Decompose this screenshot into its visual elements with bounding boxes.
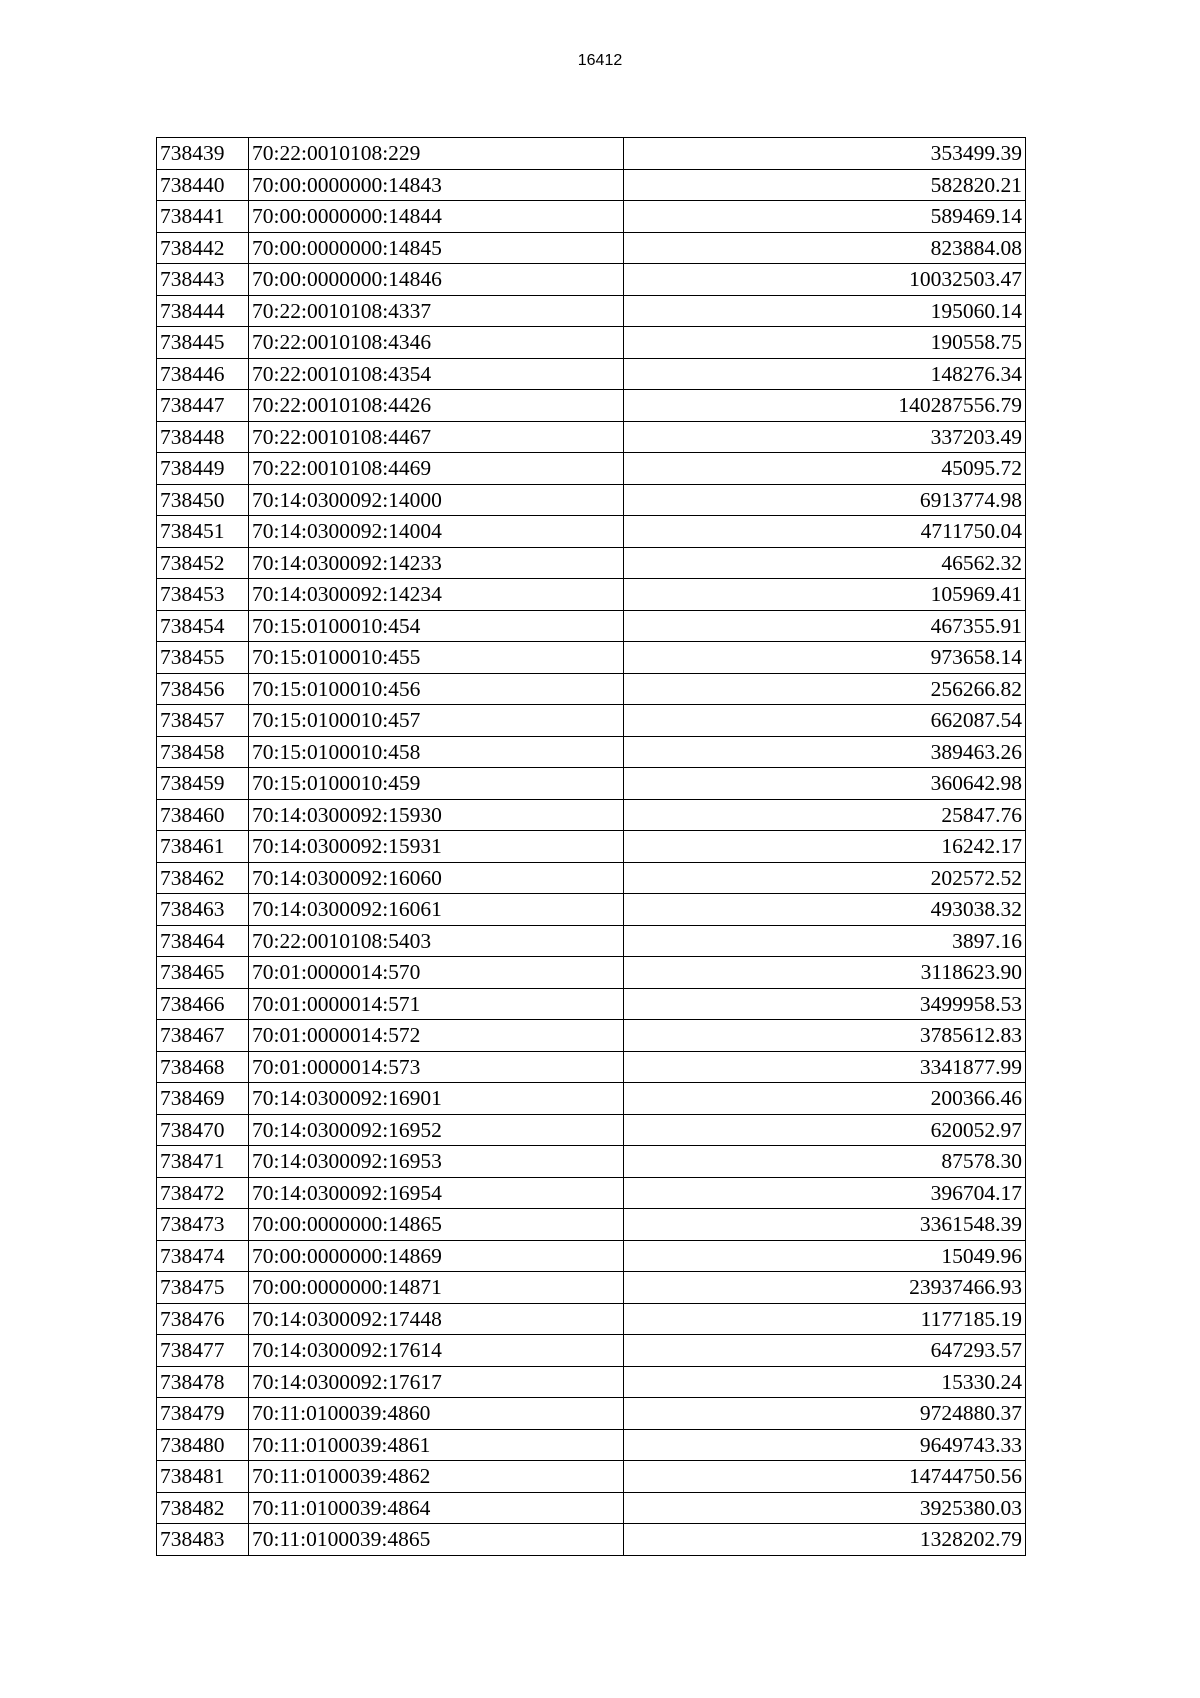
cadastral-value-cell: 337203.49 (624, 421, 1026, 453)
row-number-cell: 738460 (157, 799, 249, 831)
cadastral-value-cell: 353499.39 (624, 138, 1026, 170)
cadastral-number-cell: 70:00:0000000:14843 (249, 169, 624, 201)
cadastral-value-cell: 140287556.79 (624, 390, 1026, 422)
cadastral-value-cell: 105969.41 (624, 579, 1026, 611)
cadastral-value-cell: 202572.52 (624, 862, 1026, 894)
cadastral-number-cell: 70:01:0000014:572 (249, 1020, 624, 1052)
cadastral-value-cell: 200366.46 (624, 1083, 1026, 1115)
cadastral-value-cell: 45095.72 (624, 453, 1026, 485)
cadastral-value-cell: 3925380.03 (624, 1492, 1026, 1524)
cadastral-number-cell: 70:14:0300092:17617 (249, 1366, 624, 1398)
cadastral-value-cell: 14744750.56 (624, 1461, 1026, 1493)
table-row (157, 1303, 1026, 1335)
table-row (157, 1524, 1026, 1556)
cadastral-value-cell: 389463.26 (624, 736, 1026, 768)
cadastral-value-cell: 3361548.39 (624, 1209, 1026, 1241)
cadastral-value-cell: 396704.17 (624, 1177, 1026, 1209)
row-number-cell: 738446 (157, 358, 249, 390)
cadastral-value-cell: 360642.98 (624, 768, 1026, 800)
row-number-cell: 738457 (157, 705, 249, 737)
row-number-cell: 738461 (157, 831, 249, 863)
cadastral-value-cell: 10032503.47 (624, 264, 1026, 296)
table-row (157, 1209, 1026, 1241)
cadastral-number-cell: 70:22:0010108:5403 (249, 925, 624, 957)
cadastral-number-cell: 70:00:0000000:14871 (249, 1272, 624, 1304)
cadastral-number-cell: 70:22:0010108:4346 (249, 327, 624, 359)
table-row (157, 453, 1026, 485)
table-row (157, 894, 1026, 926)
table-row (157, 957, 1026, 989)
cadastral-number-cell: 70:15:0100010:456 (249, 673, 624, 705)
table-row (157, 1366, 1026, 1398)
row-number-cell: 738448 (157, 421, 249, 453)
cadastral-number-cell: 70:22:0010108:4354 (249, 358, 624, 390)
row-number-cell: 738452 (157, 547, 249, 579)
cadastral-number-cell: 70:14:0300092:16901 (249, 1083, 624, 1115)
row-number-cell: 738441 (157, 201, 249, 233)
row-number-cell: 738480 (157, 1429, 249, 1461)
row-number-cell: 738469 (157, 1083, 249, 1115)
cadastral-value-cell: 3341877.99 (624, 1051, 1026, 1083)
cadastral-number-cell: 70:15:0100010:454 (249, 610, 624, 642)
cadastral-number-cell: 70:15:0100010:455 (249, 642, 624, 674)
cadastral-value-cell: 15330.24 (624, 1366, 1026, 1398)
cadastral-number-cell: 70:11:0100039:4862 (249, 1461, 624, 1493)
table-row (157, 799, 1026, 831)
cadastral-value-cell: 9724880.37 (624, 1398, 1026, 1430)
cadastral-number-cell: 70:22:0010108:4426 (249, 390, 624, 422)
cadastral-value-cell: 148276.34 (624, 358, 1026, 390)
row-number-cell: 738449 (157, 453, 249, 485)
cadastral-number-cell: 70:00:0000000:14869 (249, 1240, 624, 1272)
table-row (157, 1114, 1026, 1146)
cadastral-number-cell: 70:01:0000014:573 (249, 1051, 624, 1083)
cadastral-number-cell: 70:11:0100039:4864 (249, 1492, 624, 1524)
table-row (157, 925, 1026, 957)
cadastral-value-cell: 973658.14 (624, 642, 1026, 674)
cadastral-value-cell: 662087.54 (624, 705, 1026, 737)
row-number-cell: 738459 (157, 768, 249, 800)
table-row (157, 705, 1026, 737)
cadastral-value-cell: 1328202.79 (624, 1524, 1026, 1556)
table-row (157, 516, 1026, 548)
row-number-cell: 738440 (157, 169, 249, 201)
row-number-cell: 738450 (157, 484, 249, 516)
table-row (157, 1272, 1026, 1304)
cadastral-value-cell: 256266.82 (624, 673, 1026, 705)
table-row (157, 138, 1026, 170)
cadastral-number-cell: 70:14:0300092:16952 (249, 1114, 624, 1146)
cadastral-number-cell: 70:00:0000000:14846 (249, 264, 624, 296)
cadastral-value-cell: 9649743.33 (624, 1429, 1026, 1461)
cadastral-value-cell: 1177185.19 (624, 1303, 1026, 1335)
cadastral-number-cell: 70:00:0000000:14844 (249, 201, 624, 233)
cadastral-value-cell: 3897.16 (624, 925, 1026, 957)
cadastral-number-cell: 70:14:0300092:16060 (249, 862, 624, 894)
row-number-cell: 738472 (157, 1177, 249, 1209)
cadastral-number-cell: 70:15:0100010:458 (249, 736, 624, 768)
table-row (157, 390, 1026, 422)
cadastral-number-cell: 70:00:0000000:14865 (249, 1209, 624, 1241)
row-number-cell: 738474 (157, 1240, 249, 1272)
table-row (157, 642, 1026, 674)
row-number-cell: 738454 (157, 610, 249, 642)
row-number-cell: 738467 (157, 1020, 249, 1052)
row-number-cell: 738471 (157, 1146, 249, 1178)
cadastral-value-cell: 190558.75 (624, 327, 1026, 359)
cadastral-value-cell: 493038.32 (624, 894, 1026, 926)
cadastral-number-cell: 70:14:0300092:14004 (249, 516, 624, 548)
cadastral-value-cell: 582820.21 (624, 169, 1026, 201)
row-number-cell: 738455 (157, 642, 249, 674)
table-row (157, 1461, 1026, 1493)
cadastral-value-cell: 467355.91 (624, 610, 1026, 642)
cadastral-value-cell: 3785612.83 (624, 1020, 1026, 1052)
cadastral-value-cell: 25847.76 (624, 799, 1026, 831)
row-number-cell: 738481 (157, 1461, 249, 1493)
cadastral-number-cell: 70:14:0300092:14000 (249, 484, 624, 516)
table-row (157, 610, 1026, 642)
cadastral-number-cell: 70:22:0010108:4469 (249, 453, 624, 485)
table-row (157, 1429, 1026, 1461)
cadastral-value-cell: 23937466.93 (624, 1272, 1026, 1304)
page-number: 16412 (577, 52, 623, 69)
table-row (157, 1051, 1026, 1083)
row-number-cell: 738470 (157, 1114, 249, 1146)
table-row (157, 295, 1026, 327)
cadastral-number-cell: 70:14:0300092:14233 (249, 547, 624, 579)
table-row (157, 862, 1026, 894)
cadastral-number-cell: 70:14:0300092:17614 (249, 1335, 624, 1367)
cadastral-value-cell: 589469.14 (624, 201, 1026, 233)
cadastral-number-cell: 70:22:0010108:4467 (249, 421, 624, 453)
table-row (157, 232, 1026, 264)
table-row (157, 1177, 1026, 1209)
table-row (157, 673, 1026, 705)
row-number-cell: 738482 (157, 1492, 249, 1524)
table-row (157, 1398, 1026, 1430)
cadastral-number-cell: 70:22:0010108:4337 (249, 295, 624, 327)
row-number-cell: 738439 (157, 138, 249, 170)
row-number-cell: 738447 (157, 390, 249, 422)
registry-table (156, 137, 1026, 1556)
table-row (157, 831, 1026, 863)
table-row (157, 736, 1026, 768)
table-row (157, 327, 1026, 359)
row-number-cell: 738445 (157, 327, 249, 359)
row-number-cell: 738464 (157, 925, 249, 957)
cadastral-value-cell: 46562.32 (624, 547, 1026, 579)
table-row (157, 1240, 1026, 1272)
row-number-cell: 738466 (157, 988, 249, 1020)
cadastral-number-cell: 70:11:0100039:4865 (249, 1524, 624, 1556)
cadastral-value-cell: 15049.96 (624, 1240, 1026, 1272)
cadastral-number-cell: 70:11:0100039:4861 (249, 1429, 624, 1461)
table-row (157, 421, 1026, 453)
row-number-cell: 738476 (157, 1303, 249, 1335)
cadastral-value-cell: 6913774.98 (624, 484, 1026, 516)
cadastral-number-cell: 70:15:0100010:459 (249, 768, 624, 800)
cadastral-value-cell: 16242.17 (624, 831, 1026, 863)
row-number-cell: 738483 (157, 1524, 249, 1556)
cadastral-number-cell: 70:01:0000014:570 (249, 957, 624, 989)
row-number-cell: 738458 (157, 736, 249, 768)
cadastral-value-cell: 620052.97 (624, 1114, 1026, 1146)
cadastral-value-cell: 87578.30 (624, 1146, 1026, 1178)
table-row (157, 264, 1026, 296)
row-number-cell: 738477 (157, 1335, 249, 1367)
registry-table-body (157, 138, 1026, 1556)
cadastral-number-cell: 70:14:0300092:16061 (249, 894, 624, 926)
cadastral-value-cell: 3499958.53 (624, 988, 1026, 1020)
cadastral-value-cell: 195060.14 (624, 295, 1026, 327)
table-row (157, 579, 1026, 611)
table-row (157, 358, 1026, 390)
cadastral-number-cell: 70:11:0100039:4860 (249, 1398, 624, 1430)
cadastral-value-cell: 647293.57 (624, 1335, 1026, 1367)
row-number-cell: 738444 (157, 295, 249, 327)
row-number-cell: 738443 (157, 264, 249, 296)
cadastral-number-cell: 70:14:0300092:16954 (249, 1177, 624, 1209)
cadastral-value-cell: 4711750.04 (624, 516, 1026, 548)
cadastral-value-cell: 3118623.90 (624, 957, 1026, 989)
table-row (157, 988, 1026, 1020)
row-number-cell: 738478 (157, 1366, 249, 1398)
cadastral-number-cell: 70:01:0000014:571 (249, 988, 624, 1020)
cadastral-number-cell: 70:00:0000000:14845 (249, 232, 624, 264)
cadastral-number-cell: 70:14:0300092:17448 (249, 1303, 624, 1335)
table-row (157, 484, 1026, 516)
row-number-cell: 738442 (157, 232, 249, 264)
cadastral-number-cell: 70:15:0100010:457 (249, 705, 624, 737)
table-row (157, 1146, 1026, 1178)
row-number-cell: 738451 (157, 516, 249, 548)
cadastral-number-cell: 70:14:0300092:15931 (249, 831, 624, 863)
row-number-cell: 738456 (157, 673, 249, 705)
table-row (157, 768, 1026, 800)
row-number-cell: 738453 (157, 579, 249, 611)
cadastral-number-cell: 70:14:0300092:15930 (249, 799, 624, 831)
row-number-cell: 738468 (157, 1051, 249, 1083)
table-row (157, 1335, 1026, 1367)
cadastral-number-cell: 70:14:0300092:14234 (249, 579, 624, 611)
table-row (157, 1492, 1026, 1524)
row-number-cell: 738465 (157, 957, 249, 989)
cadastral-value-cell: 823884.08 (624, 232, 1026, 264)
cadastral-number-cell: 70:22:0010108:229 (249, 138, 624, 170)
row-number-cell: 738463 (157, 894, 249, 926)
row-number-cell: 738473 (157, 1209, 249, 1241)
row-number-cell: 738475 (157, 1272, 249, 1304)
table-row (157, 201, 1026, 233)
table-row (157, 1020, 1026, 1052)
row-number-cell: 738479 (157, 1398, 249, 1430)
table-row (157, 547, 1026, 579)
row-number-cell: 738462 (157, 862, 249, 894)
cadastral-number-cell: 70:14:0300092:16953 (249, 1146, 624, 1178)
table-row (157, 169, 1026, 201)
table-row (157, 1083, 1026, 1115)
